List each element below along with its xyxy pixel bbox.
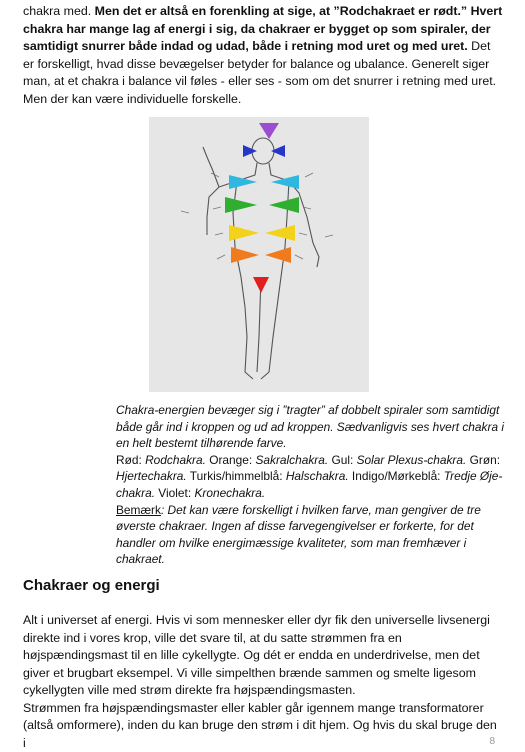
chakra-name-third-eye: Tredje Øje-chakra. xyxy=(116,469,503,500)
para1-text-end: Det er forskelligt, hvad disse bevægelser betyder for balance og ubalance. Generelt siger man, at et chakra i balance vil føles - eller ses - som om det snurrer i retning med uret. Men der kan være individuelle forskelle. xyxy=(23,39,497,106)
heart-chakra-funnel-back xyxy=(269,197,299,213)
chakra-name-heart: Hjertechakra. xyxy=(116,469,187,484)
para1-bold-text: Men det er altså en forenkling at sige, at ”Rodchakraet er rødt.” Hvert chakra har mange lag af energi i sig, da chakraer er bygget op som spiraler, der samtidigt snurrer både indad og udad, både i retning mod uret og med uret. xyxy=(23,4,503,53)
para2-text-b: Strømmen fra højspændingsmaster eller kabler går igennem mange transformatorer (altså omformere), inden du kan bruge den strøm i dit hjem. Og hvis du skal bruge den i xyxy=(23,700,497,750)
chakra-name-solar-plexus: Solar Plexus-chakra. xyxy=(356,452,467,467)
crown-chakra-funnel xyxy=(259,123,279,139)
note-label: Bemærk xyxy=(116,502,161,517)
color-label-indigo: Indigo/Mørkeblå: xyxy=(348,469,444,484)
chakra-name-sacral: Sakralchakra. xyxy=(255,452,329,467)
figure-caption xyxy=(116,402,508,568)
section-heading: Chakraer og energi xyxy=(23,577,160,594)
chakra-name-throat: Halschakra. xyxy=(285,469,349,484)
solar-plexus-chakra-funnel-back xyxy=(265,225,295,241)
para1-text-start: chakra med. xyxy=(23,4,95,18)
chakra-name-root: Rodchakra. xyxy=(145,452,206,467)
throat-chakra-funnel-back xyxy=(271,175,299,189)
color-label-green: Grøn: xyxy=(466,452,501,467)
energy-strokes xyxy=(181,173,333,259)
throat-chakra-funnel-front xyxy=(229,175,257,189)
third-eye-chakra-funnel-front xyxy=(243,145,257,157)
color-label-orange: Orange: xyxy=(205,452,256,467)
chakra-name-crown: Kronechakra. xyxy=(194,485,266,500)
solar-plexus-chakra-funnel-front xyxy=(229,225,259,241)
color-label-red: Rød: xyxy=(116,452,146,467)
root-chakra-funnel xyxy=(253,277,269,293)
note-text: : Det kan være forskelligt i hvilken farve, man gengiver de tre øverste chakraer. Ingen af disse farvegengivelser er forkerte, for det handler om hvilke energimæssige kvaliteter, som man fremhæver i chakraet. xyxy=(116,502,481,567)
sacral-chakra-funnel-back xyxy=(265,247,291,263)
body-paragraph-1 xyxy=(23,3,503,108)
color-label-violet: Violet: xyxy=(155,485,195,500)
page-number: 8 xyxy=(489,736,495,747)
color-label-yellow: Gul: xyxy=(328,452,357,467)
heart-chakra-funnel-front xyxy=(225,197,257,213)
sacral-chakra-funnel-front xyxy=(231,247,259,263)
caption-intro: Chakra-energien bevæger sig i ”tragter” af dobbelt spiraler som samtidigt både går ind i kroppen og ud ad kroppen. Sædvanligvis ses hvert chakra i en helt bestemt tilhørende farve. xyxy=(116,403,505,451)
para2-text-a: Alt i universet af energi. Hvis vi som mennesker eller dyr fik den universelle livsenergi direkte ind i vores krop, ville det svare til, at du satte strømmen fra en højspændingsmast til en lille cykellygte. Og dét er endda en underdrivelse, men det giver et brugbart eksempel. Vi ville simpelthen brænde sammen og smelte ligesom cykellygten ville med strøm direkte fra højspændingsmasten. xyxy=(23,613,490,697)
chakra-funnels xyxy=(225,123,299,293)
chakra-body-illustration xyxy=(149,117,369,392)
body-paragraph-2 xyxy=(23,612,503,752)
chakra-figure xyxy=(149,117,369,392)
color-label-turquoise: Turkis/himmelblå: xyxy=(186,469,286,484)
